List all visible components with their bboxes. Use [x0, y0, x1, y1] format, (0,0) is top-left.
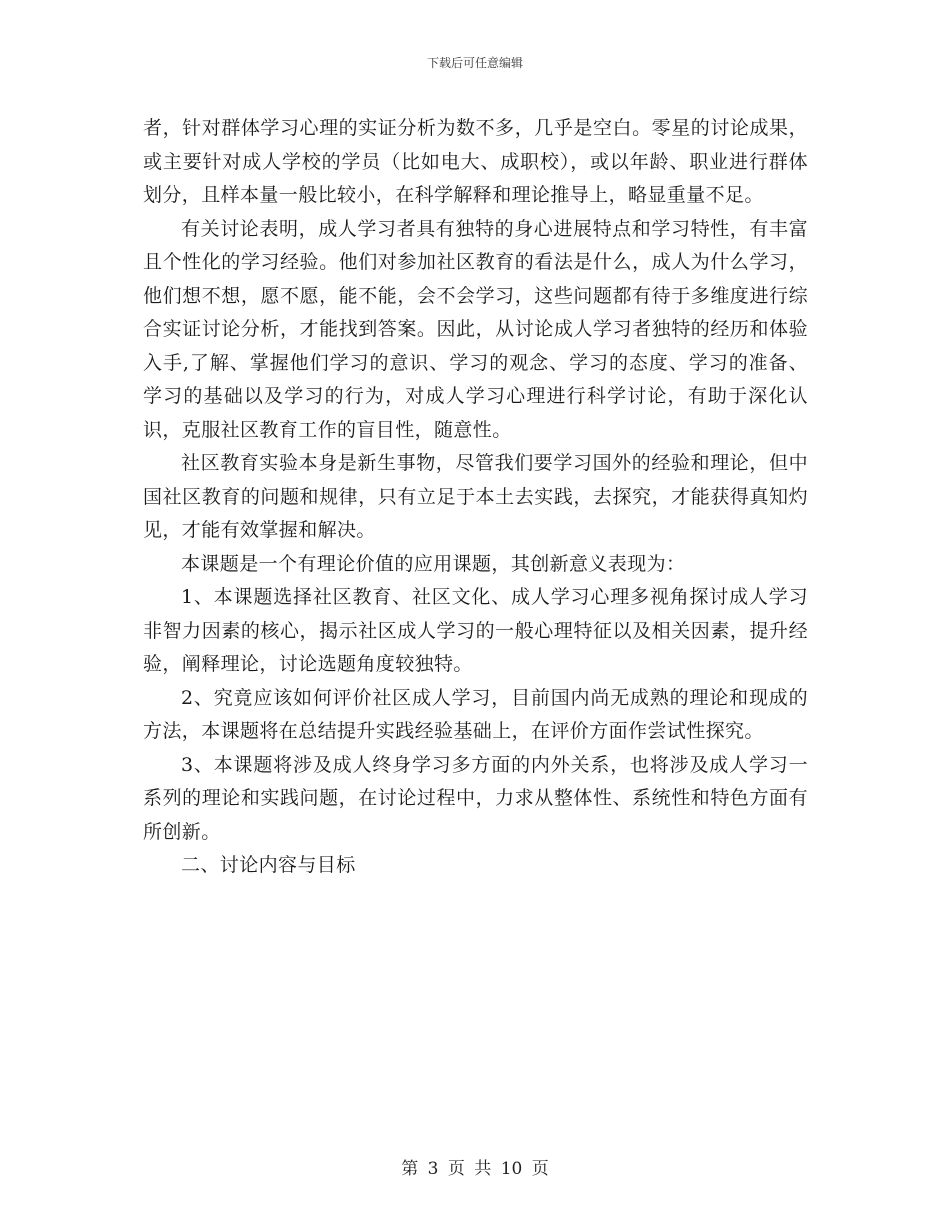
paragraph-innovation-intro: 本课题是一个有理论价值的应用课题，其创新意义表现为： — [181, 552, 686, 575]
paragraph-innovation-1: 1、本课题选择社区教育、社区文化、成人学习心理多视角探讨成人学习非智力因素的核心，揭示社区成人学习的一般心理特征以及相关因素，提升经验，阐释理论，讨论选题角度较独特。 — [143, 586, 808, 675]
paragraph-community-education: 社区教育实验本身是新生事物，尽管我们要学习国外的经验和理论，但中国社区教育的问题和规律，只有立足于本土去实践，去探究，才能获得真知灼见，才能有效掌握和解决。 — [143, 452, 808, 541]
page-footer: 第 3 页 共 10 页 — [401, 1159, 549, 1179]
section-heading-content-goals: 二、讨论内容与目标 — [181, 854, 356, 876]
paragraph-innovation-2: 2、究竟应该如何评价社区成人学习，目前国内尚无成熟的理论和现成的方法，本课题将在总结提升实践经验基础上，在评价方面作尝试性探究。 — [143, 686, 808, 742]
paragraph-research-background: 有关讨论表明，成人学习者具有独特的身心进展特点和学习特性，有丰富且个性化的学习经验。他们对参加社区教育的看法是什么，成人为什么学习，他们想不想，愿不愿，能不能，会不会学习，这些问题都有待于多维度进行综合实证讨论分析，才能找到答案。因此，从讨论成人学习者独特的经历和体验入手,了解、掌握他们学习的意识、学习的观念、学习的态度、学习的准备、学习的基础以及学习的行为，对成人学习心理进行科学讨论，有助于深化认识，克服社区教育工作的盲目性，随意性。 — [143, 217, 808, 441]
paragraph-innovation-3: 3、本课题将涉及成人终身学习多方面的内外关系，也将涉及成人学习一系列的理论和实践问题，在讨论过程中，力求从整体性、系统性和特色方面有所创新。 — [143, 753, 808, 843]
paragraph-continuation: 者，针对群体学习心理的实证分析为数不多，几乎是空白。零星的讨论成果，或主要针对成人学校的学员（比如电大、成职校），或以年龄、职业进行群体划分，且样本量一般比较小，在科学解释和理论推导上，略显重量不足。 — [143, 117, 808, 206]
document-body — [143, 112, 808, 883]
page-header: 下载后可任意编辑 — [426, 56, 523, 70]
